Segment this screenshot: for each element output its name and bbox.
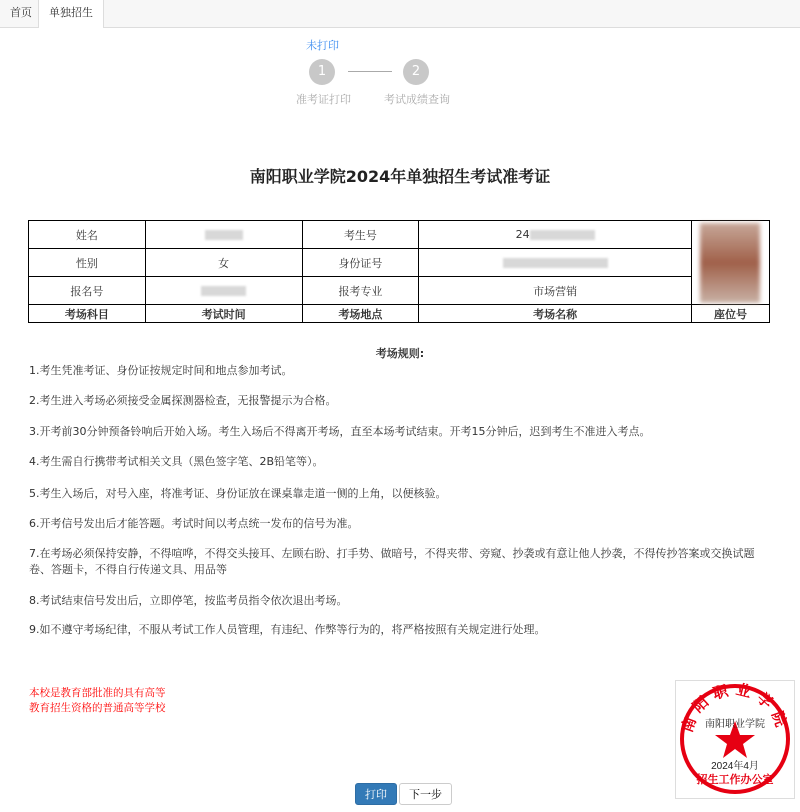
svg-text:2024年4月: 2024年4月 xyxy=(711,761,759,772)
exam-no-label: 考生号 xyxy=(302,221,419,249)
print-button[interactable]: 打印 xyxy=(355,783,397,805)
rule-item: 4.考生需自行携带考试相关文具（黑色签字笔、2B铅笔等）。 xyxy=(29,455,324,468)
col-subject: 考场科目 xyxy=(29,305,146,323)
official-seal xyxy=(675,680,795,799)
print-status: 未打印 xyxy=(306,39,339,52)
rule-item: 6.开考信号发出后才能答题。考试时间以考点统一发布的信号为准。 xyxy=(29,517,359,530)
step-1-label: 准考证打印 xyxy=(296,93,351,106)
table-row xyxy=(29,221,770,249)
col-room: 考场名称 xyxy=(419,305,692,323)
col-location: 考场地点 xyxy=(302,305,419,323)
exam-no-value: 24 xyxy=(419,221,692,249)
svg-text:招生工作办公室: 招生工作办公室 xyxy=(696,774,774,786)
photo xyxy=(691,221,769,305)
page-title: 南阳职业学院2024年单独招生考试准考证 xyxy=(249,167,551,186)
gender-value: 女 xyxy=(145,249,302,277)
step-2-circle: 2 xyxy=(403,59,429,85)
col-seat: 座位号 xyxy=(691,305,769,323)
name-value xyxy=(145,221,302,249)
next-step-button[interactable]: 下一步 xyxy=(399,783,452,805)
rule-item: 3.开考前30分钟预备铃响后开始入场。考生入场后不得离开考场，直至本场考试结束。开考15分钟后，迟到考生不准进入考点。 xyxy=(29,425,651,438)
notice-line: 教育招生资格的普通高等学校 xyxy=(29,702,166,714)
table-header-row xyxy=(29,305,770,323)
id-label: 身份证号 xyxy=(302,249,419,277)
rules-title: 考场规则: xyxy=(375,347,425,360)
tab-bar xyxy=(0,0,800,28)
rule-item: 5.考生入场后，对号入座，将准考证、身份证放在课桌靠走道一侧的上角，以便核验。 xyxy=(29,487,447,500)
rule-item: 2.考生进入考场必须接受金属探测器检查，无报警提示为合格。 xyxy=(29,394,337,407)
rule-item: 1.考生凭准考证、身份证按规定时间和地点参加考试。 xyxy=(29,364,293,377)
reg-label: 报名号 xyxy=(29,277,146,305)
svg-text:南阳职业学院: 南阳职业学院 xyxy=(705,719,765,730)
rule-item: 9.如不遵守考场纪律，不服从考试工作人员管理，有违纪、作弊等行为的，将严格按照有关规定进行处理。 xyxy=(29,623,546,636)
major-label: 报考专业 xyxy=(302,277,419,305)
major-value: 市场营销 xyxy=(419,277,692,305)
reg-value xyxy=(145,277,302,305)
col-time: 考试时间 xyxy=(145,305,302,323)
tab-single-enrollment[interactable]: 单独招生 xyxy=(38,0,104,28)
table-row xyxy=(29,277,770,305)
school-notice xyxy=(29,686,166,716)
svg-text:南阳职业学院: 南阳职业学院 xyxy=(678,681,792,735)
rule-item: 7.在考场必须保持安静，不得喧哗，不得交头接耳、左顾右盼、打手势、做暗号，不得夹带、旁窥、抄袭或有意让他人抄袭，不得传抄答案或交换试题卷、答题卡，不得自行传递文具、用品等 xyxy=(29,547,755,576)
admission-ticket-table xyxy=(28,220,770,323)
gender-label: 性别 xyxy=(29,249,146,277)
step-2-label: 考试成绩查询 xyxy=(384,93,450,106)
step-connector xyxy=(348,71,392,72)
table-row xyxy=(29,249,770,277)
rule-item: 8.考试结束信号发出后，立即停笔，按监考员指令依次退出考场。 xyxy=(29,594,348,607)
id-value xyxy=(419,249,692,277)
step-1-circle: 1 xyxy=(309,59,335,85)
name-label: 姓名 xyxy=(29,221,146,249)
tab-home[interactable]: 首页 xyxy=(10,6,32,19)
notice-line: 本校是教育部批准的具有高等 xyxy=(29,687,166,699)
